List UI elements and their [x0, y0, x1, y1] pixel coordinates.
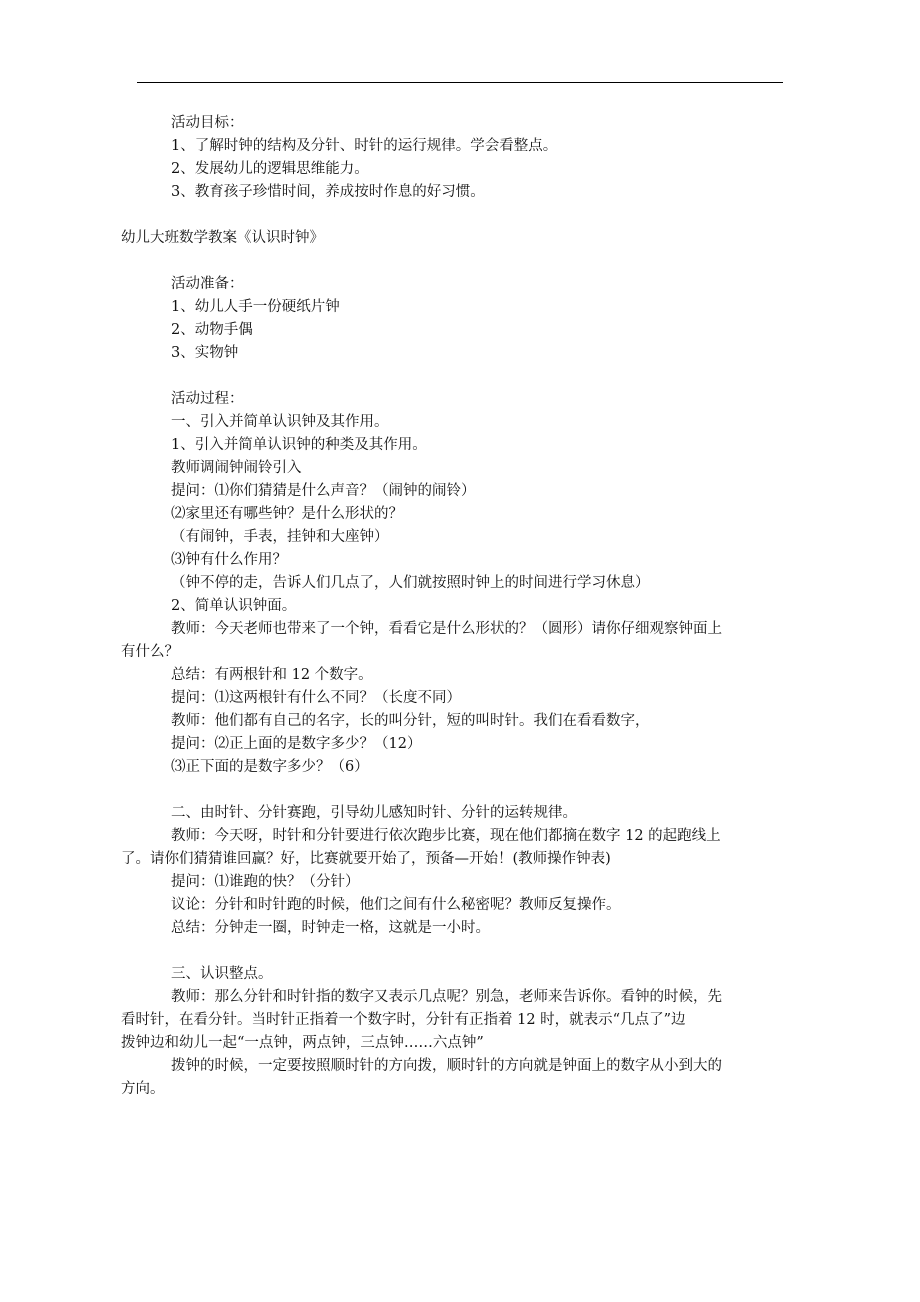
process-line: 提问：⑵正上面的是数字多少？（12）: [171, 736, 422, 752]
goal-item-1: 1、了解时钟的结构及分针、时针的运行规律。学会看整点。: [171, 138, 558, 154]
goal-item-3: 3、教育孩子珍惜时间，养成按时作息的好习惯。: [171, 184, 485, 200]
prep-heading: 活动准备：: [171, 276, 244, 292]
process-line: 教师调闹钟闹铃引入: [171, 460, 302, 476]
prep-item-2: 2、动物手偶: [171, 322, 253, 338]
spacer: [146, 250, 786, 273]
process-line: 看时针，在看分针。当时针正指着一个数字时，分针有正指着 12 时，就表示“几点了”边: [121, 1012, 686, 1028]
process-line: ⑶钟有什么作用？: [171, 552, 287, 568]
goal-item-2: 2、发展幼儿的逻辑思维能力。: [171, 161, 369, 177]
prep-item-1: 1、幼儿人手一份硬纸片钟: [171, 299, 340, 315]
process-line: 议论：分针和时针跑的时候，他们之间有什么秘密呢？教师反复操作。: [171, 897, 621, 913]
process-line: 拨钟的时候，一定要按照顺时针的方向拨，顺时针的方向就是钟面上的数字从小到大的: [171, 1058, 722, 1074]
process-line: 二、由时针、分针赛跑，引导幼儿感知时针、分针的运转规律。: [171, 805, 577, 821]
spacer: [146, 204, 786, 227]
process-line: 一、引入并简单认识钟及其作用。: [171, 414, 389, 430]
spacer: [146, 940, 786, 963]
spacer: [146, 365, 786, 388]
process-line: 有什么？: [121, 644, 179, 660]
process-line: 教师：今天呀，时针和分针要进行依次跑步比赛，现在他们都摘在数字 12 的起跑线上: [171, 828, 721, 844]
header-rule: [137, 82, 783, 83]
process-line: ⑶正下面的是数字多少？（6）: [171, 759, 369, 775]
doc-title: 幼儿大班数学教案《认识时钟》: [121, 230, 324, 246]
process-line: 提问：⑴这两根针有什么不同？（长度不同）: [171, 690, 461, 706]
process-line: 方向。: [121, 1081, 165, 1097]
process-line: 教师：那么分针和时针指的数字又表示几点呢？别急，老师来告诉你。看钟的时候，先: [171, 989, 722, 1005]
process-line: 提问：⑴谁跑的快？（分针）: [171, 874, 360, 890]
process-heading: 活动过程：: [171, 391, 244, 407]
document-body: [121, 112, 786, 1101]
process-line: 总结：分钟走一圈，时钟走一格，这就是一小时。: [171, 920, 490, 936]
process-line: （有闹钟，手表，挂钟和大座钟）: [171, 529, 389, 545]
process-line: （钟不停的走，告诉人们几点了，人们就按照时钟上的时间进行学习休息）: [171, 575, 650, 591]
goals-heading: 活动目标：: [171, 115, 244, 131]
process-line: 教师：今天老师也带来了一个钟，看看它是什么形状的？（圆形）请你仔细观察钟面上: [171, 621, 722, 637]
process-line: 2、简单认识钟面。: [171, 598, 297, 614]
process-line: 了。请你们猜猜谁回赢？好，比赛就要开始了，预备—开始！(教师操作钟表): [121, 851, 611, 867]
process-line: 总结：有两根针和 12 个数字。: [171, 667, 373, 683]
spacer: [146, 779, 786, 802]
process-line: 拨钟边和幼儿一起“一点钟，两点钟，三点钟……六点钟”: [121, 1035, 484, 1051]
process-line: 教师：他们都有自己的名字，长的叫分针，短的叫时针。我们在看看数字，: [171, 713, 650, 729]
prep-item-3: 3、实物钟: [171, 345, 239, 361]
process-line: 1、引入并简单认识钟的种类及其作用。: [171, 437, 427, 453]
process-line: ⑵家里还有哪些钟？是什么形状的？: [171, 506, 403, 522]
process-line: 三、认识整点。: [171, 966, 273, 982]
process-line: 提问：⑴你们猜猜是什么声音？（闹钟的闹铃）: [171, 483, 476, 499]
